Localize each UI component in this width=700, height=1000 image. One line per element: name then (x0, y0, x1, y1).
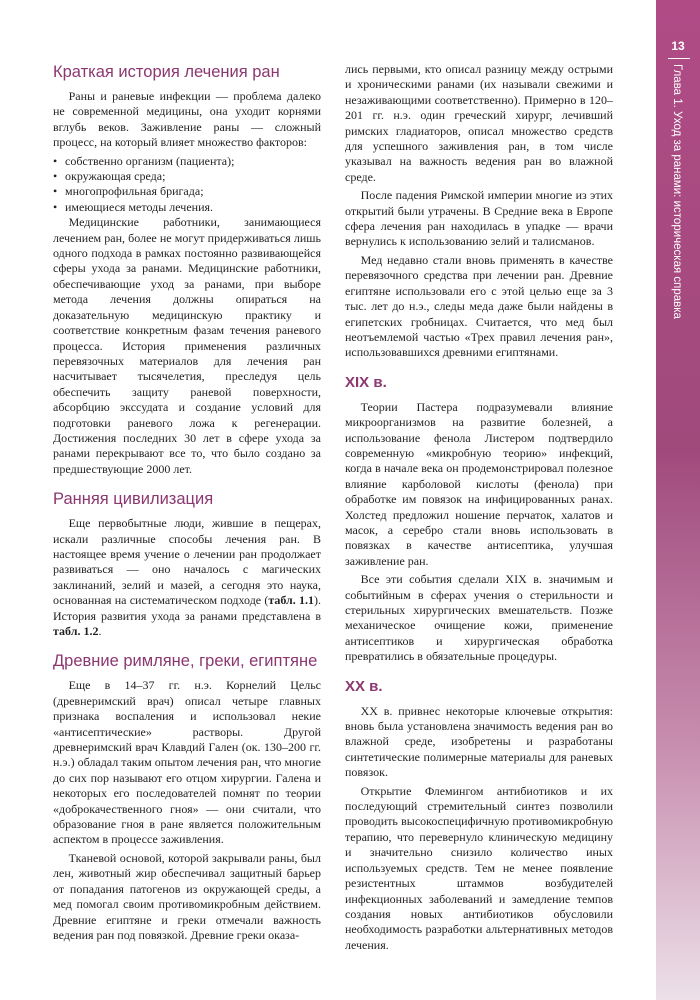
paragraph: Тканевой основой, которой закрывали раны, был лен, животный жир обеспечивал защитный барьер от попадания патогенов из окружающей среды, а мед помогал своим противомикробным действием. Древние египтяне и греки отмечали важность ведения ран под повязкой. Древние греки оказа- (53, 850, 321, 942)
section-heading-history: Краткая история лечения ран (53, 63, 280, 81)
section-heading-20th-century: XX в. (345, 677, 383, 695)
paragraph: XX в. привнес некоторые ключевые открытия: вновь была установлена значимость ведения ран во влажной среде, изобретены и разработаны синтетические полимерные материалы для раневых повязок. (345, 703, 613, 780)
paragraph: Теории Пастера подразумевали влияние микроорганизмов на развитие болезней, а использование фенола Листером подтвердило современную «микробную теорию» инфекций, когда в начале века он продемонстрировал полезное влияние карболовой кислоты (фенола) при обработке им повязок на инфицированных ранах. Холстед предложил ношение перчаток, халатов и масок, а серебро стали вновь использовать в повязках в качестве антисептика, улучшая заживление ран. (345, 399, 613, 568)
list-item: • имеющиеся методы лечения. (53, 200, 321, 215)
list-item: • многопрофильная бригада; (53, 184, 321, 199)
table-ref-1-2[interactable]: табл. 1.2 (53, 624, 99, 638)
chapter-sidebar (656, 0, 700, 1000)
paragraph: Раны и раневые инфекции — проблема далеко не современной медицины, она уходит корнями вглубь веков. Заживление раны — сложный процесс, на который влияет множество факторов: (53, 89, 321, 150)
list-item: • окружающая среда; (53, 169, 321, 184)
paragraph: После падения Римской империи многие из этих открытий были утрачены. В Средние века в Европе сфера лечения ран находилась в упадке — врачи вернулись к использованию зелий и талисманов. (345, 188, 613, 249)
factors-list (53, 154, 321, 216)
page-number: 13 (671, 39, 685, 53)
section-heading-ancients: Древние римляне, греки, египтяне (53, 652, 318, 671)
paragraph: Еще первобытные люди, жившие в пещерах, искали различные способы лечения ран. В настоящее время учение о лечении ран продолжает развиваться — оно началось с магических заклинаний, зелий и мазей, а сегодня это наука, основанная на систематическом подходе (табл. 1.1). История развития ухода за ранами представлена в табл. 1.2. (53, 516, 321, 638)
paragraph: Медицинские работники, занимающиеся лечением ран, более не могут придерживаться лишь одного подхода в рамках постоянно развивающейся сферы ухода за ранами. Медицинские работники, обеспечивающие уход за ранами, при выборе метода лечения должны опираться на доказательную медицинскую практику и соответствие конкретным фазам течения раневого процесса. История применения различных перевязочных материалов для лечения ран насчитывает тысячелетия, преследуя цель обеспечить защиту раневой поверхности, абсорбцию экссудата и создание условий для подготовки раневого ложа к регенерации. Достижения последних 30 лет в сфере ухода за ранами перекрывают все то, что было создано за предшествующие 2000 лет. (53, 215, 321, 476)
paragraph-continuation: лись первыми, кто описал разницу между острыми и хроническими ранами (их называли свежими и незаживающими соответственно). Примерно в 120–201 гг. н.э. один греческий хирург, лечивший римских гладиаторов, описал множество средств для успешного заживления ран, в том числе указывал на важность ведения ран во влажной среде. (345, 62, 613, 184)
paragraph: Открытие Флемингом антибиотиков и их последующий стремительный синтез позволили проводить высокоспецифичную противомикробную терапию, что перевернуло клиническую медицину и значительно снизило количество иных используемых средств. Тем не менее появление резистентных штаммов возбудителей инфекционных заболеваний и замедление темпов создания новых антибиотиков обусловили необходимость разработки альтернативных методов лечения. (345, 783, 613, 952)
list-item: • собственно организм (пациента); (53, 154, 321, 169)
section-heading-early-civilization: Ранняя цивилизация (53, 490, 214, 509)
table-ref-1-1[interactable]: табл. 1.1 (268, 593, 314, 608)
right-column (345, 62, 613, 956)
section-heading-19th-century: XIX в. (345, 373, 387, 391)
paragraph: Все эти события сделали XIX в. значимым и событийным в сферах учения о стерильности и стерильных хирургических вмешательств. Позже механическое очищение кожи, применение антисептиков и хирургическая обработка превратились в обязательные процедуры. (345, 572, 613, 664)
paragraph: Мед недавно стали вновь применять в качестве перевязочного средства при лечении ран. Древние египтяне использовали его с этой целью еще за 3 тыс. лет до н.э., следы меда даже были найдены в египетских гробницах. Считается, что мед был неотъемлемой частью «Трех правил лечения ран», использовавшихся древними египтянами. (345, 252, 613, 360)
running-chapter-title: Глава 1. Уход за ранами: историческая справка (671, 64, 683, 319)
paragraph: Еще в 14–37 гг. н.э. Корнелий Цельс (древнеримский врач) описал четыре главных признака воспаления и использовал некие «антисептические» растворы. Другой древнеримский врач Клавдий Гален (ок. 130–200 гг. н.э.) обладал таким опытом лечения ран, что многие до сих пор называют его отцом хирургии. Галена и некоторых его последователей помнят по теории «доброкачественного гноя» — они считали, что образование гноя в ране является положительным аспектом в процессе заживления. (53, 678, 322, 847)
sidebar-divider (668, 58, 690, 59)
left-column (53, 62, 321, 946)
